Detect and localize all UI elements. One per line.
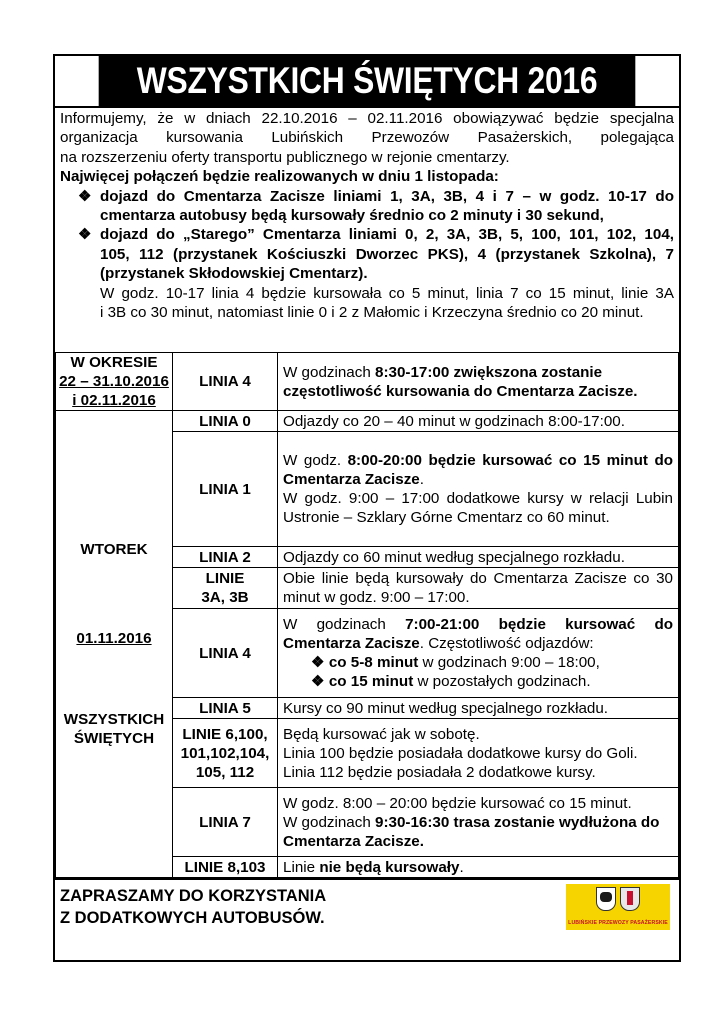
bullet-icon: ❖ [311,654,325,671]
day-holiday: ŚWIĘTYCH [73,730,155,747]
bullet-icon: ❖ [78,187,92,205]
desc-text: W godz. 8:00 – 20:00 będzie kursować co 15 minut. [283,794,632,812]
footer [55,878,679,934]
line-description [278,788,679,857]
line-label-part: LINIE [205,570,245,587]
desc-bold-text: 9:30-16:30 trasa zostanie wydłużona do Cmentarza Zacisze. [283,813,660,850]
line-description [278,609,679,698]
day-holiday: WSZYSTKICH [63,711,165,728]
day-label [56,411,173,878]
desc-bold-text: co 15 minut [328,673,414,690]
bullet-icon: ❖ [311,673,325,690]
bullet1-line-2: cmentarza autobusy będą kursowały średnio co 2 minuty i 30 sekund, [100,207,604,225]
desc-bold-text: 8:30-17:00 zwiększona zostanie częstotliwość kursowania do Cmentarza Zacisze. [283,363,638,400]
line-label: LINIA 1 [173,432,278,547]
line-label [173,568,278,609]
line-description [278,353,679,411]
intro-section [55,106,679,352]
line-label: LINIA 2 [173,547,278,568]
line-label-part: LINIE 6,100, [182,725,268,743]
line-description [278,432,679,547]
desc-text: Linia 100 będzie posiadała dodatkowe kursy do Goli. [283,744,638,762]
bullet-icon: ❖ [78,226,92,244]
note-line-2: i 3B co 30 minut, natomiast linie 0 i 2 z Małomic i Krzeczyna średnio co 20 minut. [100,304,644,322]
desc-text: W godzinach [283,813,376,831]
desc-bold-text: 8:00-20:00 będzie kursować co 15 minut do Cmentarza Zacisze [283,452,673,488]
desc-text: W godz. 9:00 – 17:00 dodatkowe kursy w relacji Lubin Ustronie – Szklary Górne Cmentarz co 60 minut. [283,490,673,526]
bullet-zacisze [60,187,674,226]
desc-text: w pozostałych godzinach. [413,673,591,690]
page-title: WSZYSTKICH ŚWIĘTYCH 2016 [99,56,636,106]
desc-text: . Częstotliwość odjazdów: [419,635,594,652]
desc-bold-text: nie będą kursowały [319,858,460,876]
line-label: LINIA 4 [173,353,278,411]
crest-icon [596,887,616,911]
day-weekday: WTOREK [80,541,148,558]
bullet-stary [60,225,674,283]
period-label-line: W OKRESIE [70,354,158,371]
desc-text: . [419,471,424,488]
line-description: Odjazdy co 20 – 40 minut w godzinach 8:00-17:00. [278,411,679,432]
bullet2-line-3: (przystanek Skłodowskiej Cmentarz). [100,265,368,283]
line-description: Kursy co 90 minut według specjalnego rozkładu. [278,698,679,719]
desc-text: Będą kursować jak w sobotę. [283,725,480,743]
desc-text: Linie [283,858,320,876]
desc-text: W godzinach [283,616,406,633]
table-row [56,353,679,411]
note-line-1: W godz. 10-17 linia 4 będzie kursowała co 5 minut, linia 7 co 15 minut, linie 3A [100,284,674,302]
desc-bold-text: 7:00-21:00 będzie kursować do Cmentarza Zacisze [283,616,673,652]
company-logo [566,884,670,930]
crest-icon [620,887,640,911]
intro-line-2: organizacja kursowania Lubińskich Przewozów Pasażerskich, polegająca [60,129,674,147]
intro-line-1: Informujemy, że w dniach 22.10.2016 – 02.11.2016 obowiązywać będzie specjalna [60,110,674,127]
line-description [278,719,679,788]
line-label-part: 105, 112 [195,763,255,781]
line-description: Obie linie będą kursowały do Cmentarza Zacisze co 30 minut w godz. 9:00 – 17:00. [278,568,679,609]
line-label: LINIE 8,103 [173,857,278,878]
period-label-line: 22 – 31.10.2016 [59,373,169,390]
line-label: LINIA 4 [173,609,278,698]
desc-text: . [459,858,464,876]
intro-bold-line: Najwięcej połączeń będzie realizowanych w dniu 1 listopada: [60,168,499,186]
period-label-line: i 02.11.2016 [72,392,156,409]
desc-bold-text: co 5-8 minut [328,654,419,671]
footer-line: ZAPRASZAMY DO KORZYSTANIA [60,887,327,905]
bullet1-line-1: dojazd do Cmentarza Zacisze liniami 1, 3A, 3B, 4 i 7 – w godz. 10-17 do [100,187,674,205]
bullet2-line-2: 105, 112 (przystanek Kościuszki Dworzec PKS), 4 (przystanek Szkolna), 7 [100,245,674,263]
line-description [278,857,679,878]
line-label-part: 101,102,104, [180,744,270,762]
table-row [56,411,679,432]
footer-text [60,885,566,929]
line-label: LINIA 7 [173,788,278,857]
desc-text: W godzinach [283,363,376,381]
line-description: Odjazdy co 60 minut według specjalnego rozkładu. [278,547,679,568]
line-label: LINIA 0 [173,411,278,432]
desc-text: W godz. [283,452,348,469]
notice-sheet [53,54,681,962]
footer-line: Z DODATKOWYCH AUTOBUSÓW. [60,909,325,927]
line-label [173,719,278,788]
desc-text: Linia 112 będzie posiadała 2 dodatkowe kursy. [283,763,596,781]
period-label [56,353,173,411]
day-date: 01.11.2016 [76,630,152,647]
logo-text: LUBIŃSKIE PRZEWOZY PASAŻERSKIE [568,920,668,926]
line-label-part: 3A, 3B [201,589,249,606]
line-label: LINIA 5 [173,698,278,719]
intro-line-3: na rozszerzeniu oferty transportu publicznego w rejonie cmentarzy. [60,148,510,166]
desc-text: w godzinach 9:00 – 18:00, [418,654,600,671]
schedule-table [55,352,679,878]
bullet2-line-1: dojazd do „Starego” Cmentarza liniami 0, 2, 3A, 3B, 5, 100, 101, 102, 104, [100,226,674,244]
